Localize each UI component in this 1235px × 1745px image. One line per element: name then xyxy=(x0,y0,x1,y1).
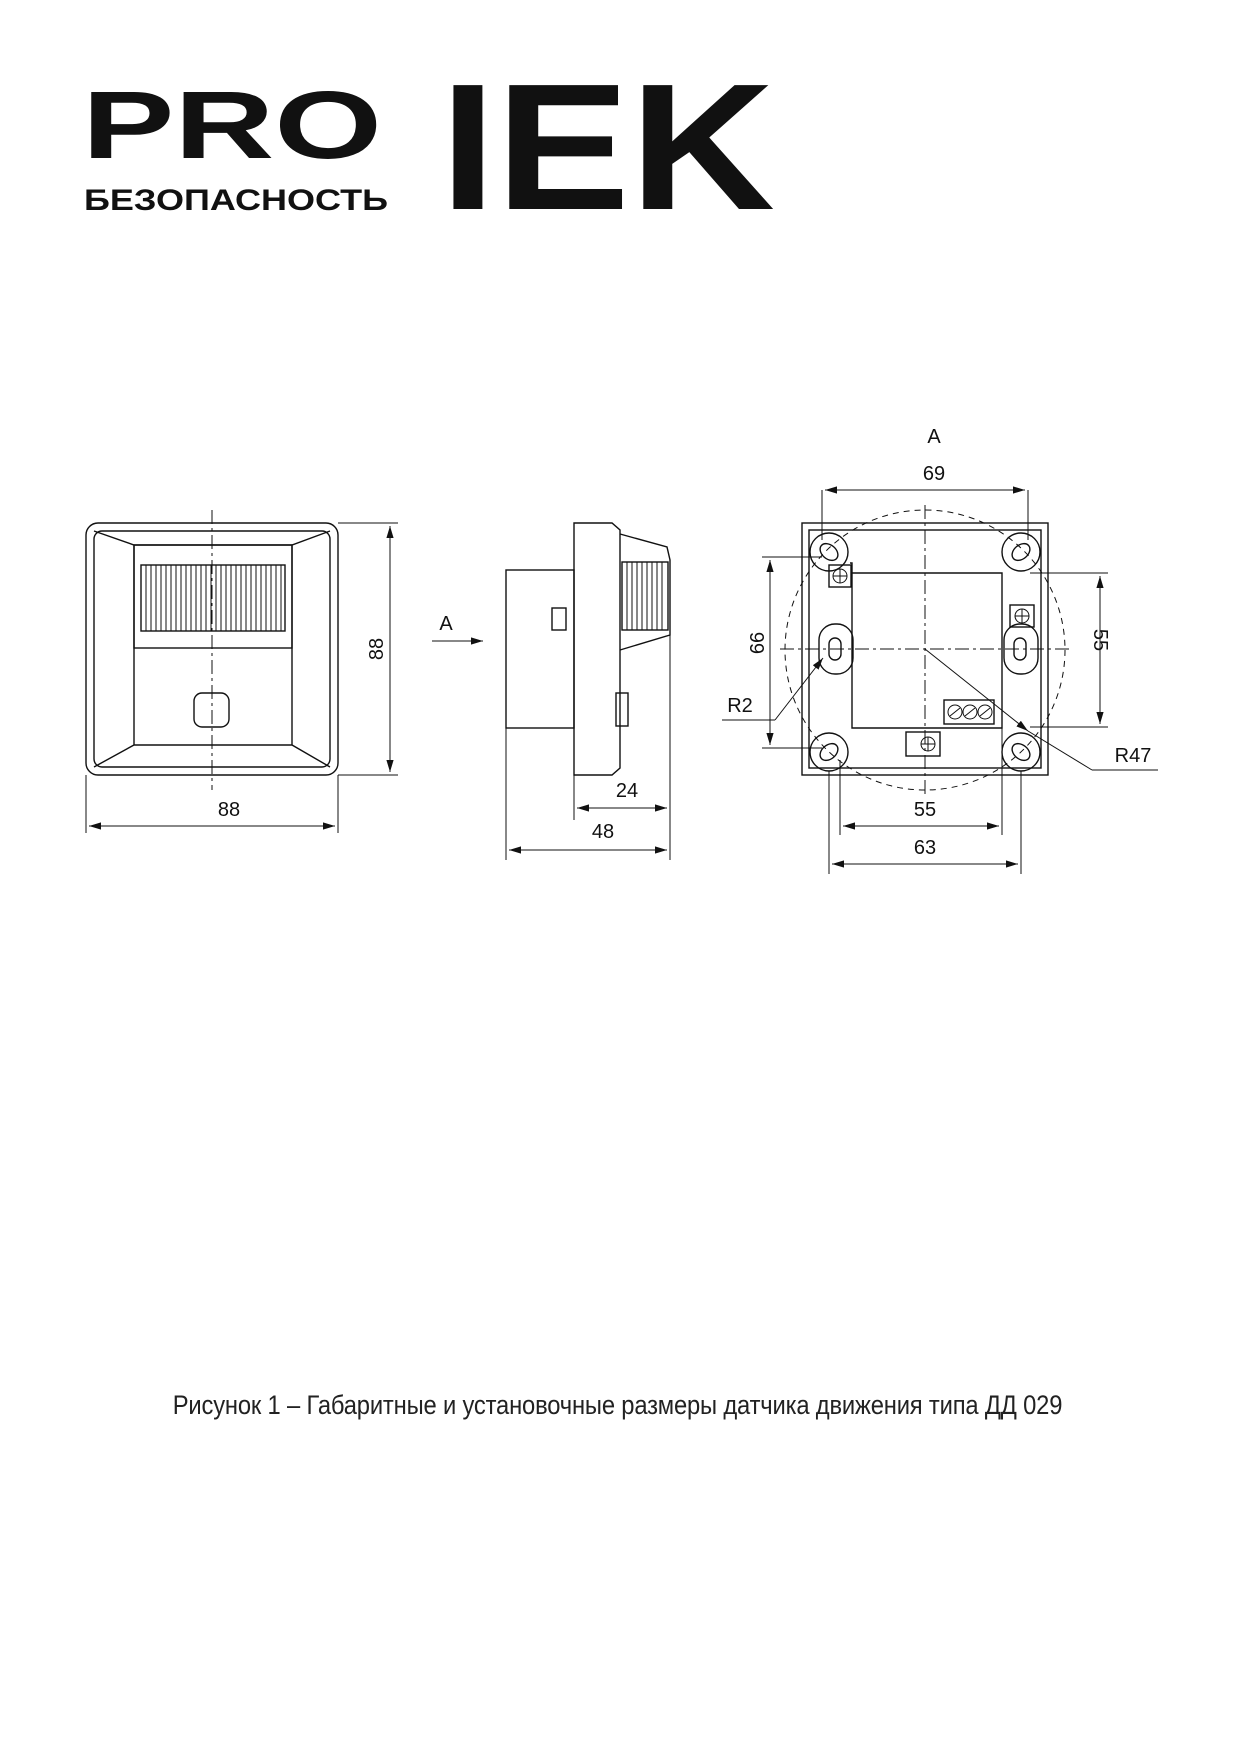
front-view xyxy=(86,510,398,833)
front-lens-grille xyxy=(146,565,281,631)
front-height-label: 88 xyxy=(366,637,388,661)
back-width-outer-label: 63 xyxy=(913,837,937,859)
back-width-top-label: 69 xyxy=(922,463,946,485)
back-view xyxy=(722,426,1158,874)
figure-caption: Рисунок 1 – Габаритные и установочные размеры датчика движения типа ДД 029 xyxy=(172,1390,1063,1420)
side-depth-front-label: 24 xyxy=(615,780,639,802)
view-arrow-label: A xyxy=(439,613,453,635)
side-lens-grille xyxy=(627,562,662,630)
back-height-left-label: 66 xyxy=(747,631,769,655)
logo-iek: IEK xyxy=(440,47,775,230)
back-view-label: A xyxy=(927,426,941,448)
side-depth-total-label: 48 xyxy=(591,821,615,843)
side-view xyxy=(506,523,670,860)
front-width-label: 88 xyxy=(217,799,241,821)
back-height-right-label: 55 xyxy=(1089,628,1111,652)
back-radius-small-label: R2 xyxy=(727,695,753,717)
back-radius-large-label: R47 xyxy=(1114,745,1152,767)
view-arrow-a xyxy=(432,613,483,641)
back-width-inner-label: 55 xyxy=(913,799,937,821)
logo-pro: PRO xyxy=(82,72,382,179)
logo-subtitle: БЕЗОПАСНОСТЬ xyxy=(84,184,388,217)
